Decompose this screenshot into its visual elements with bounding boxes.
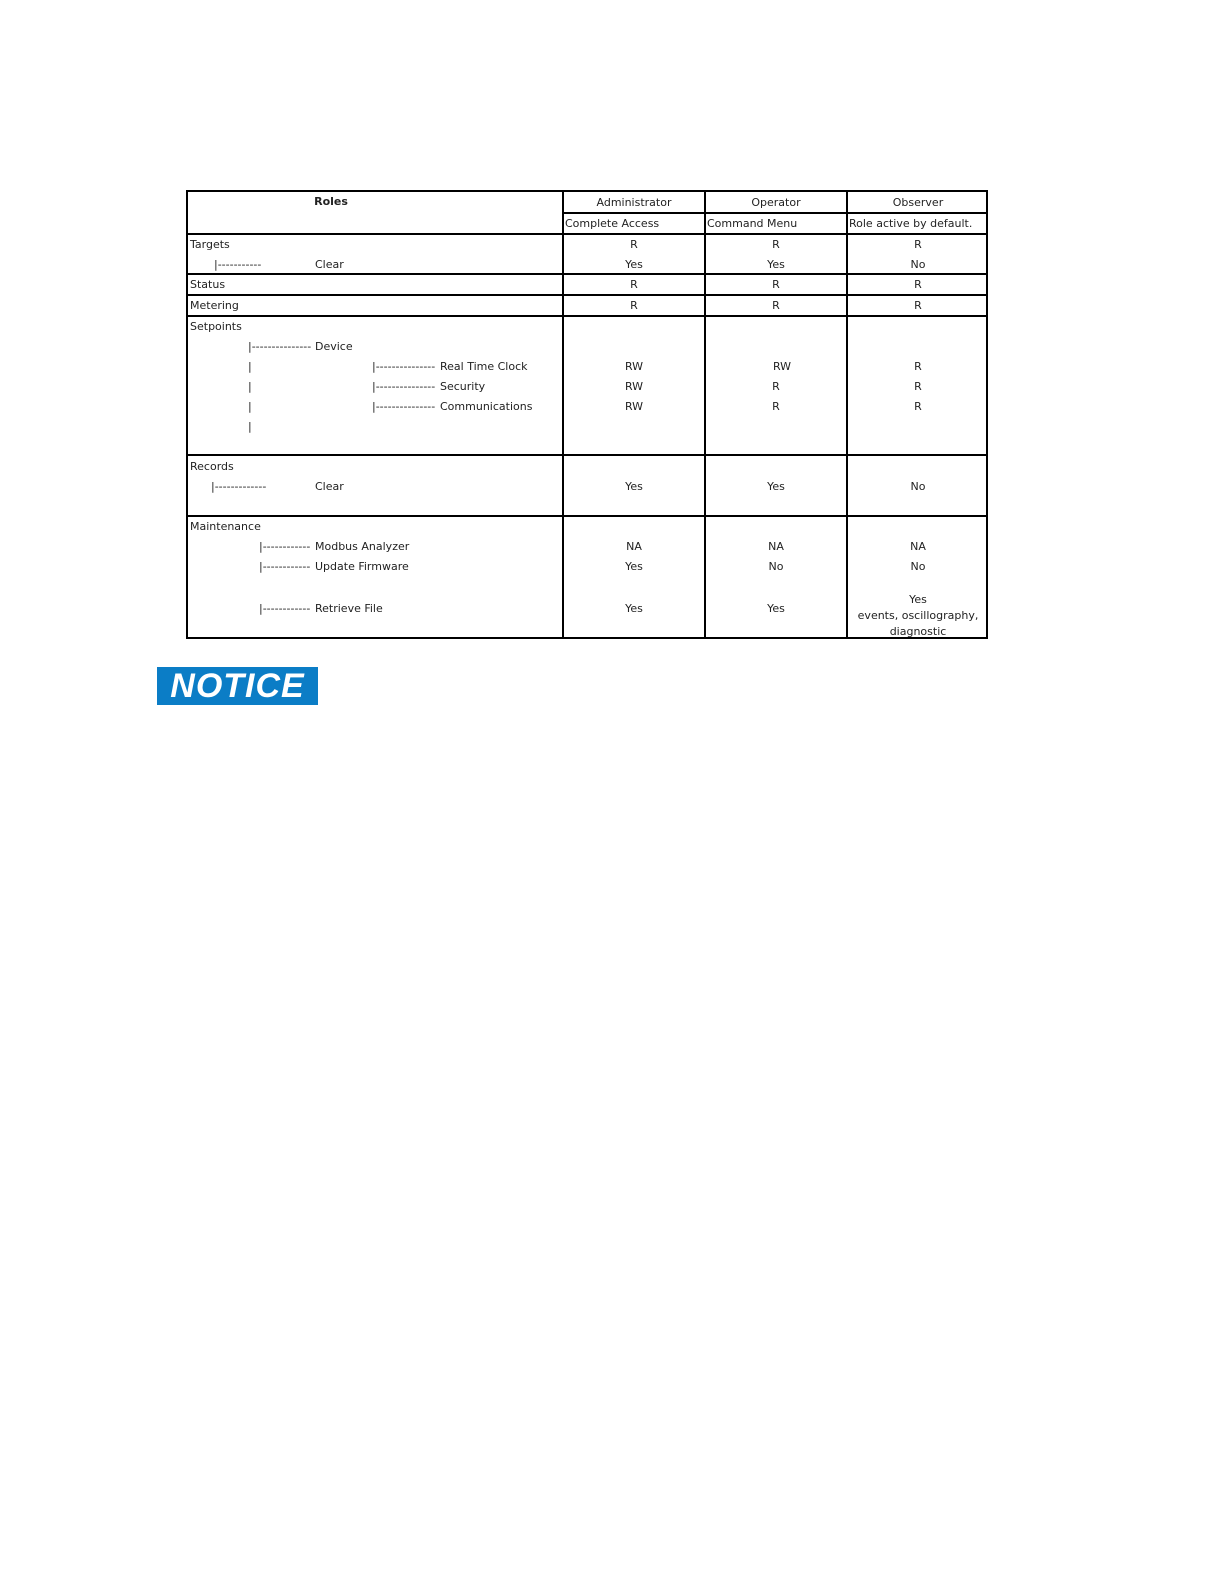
row-label-status: Status [190,278,226,291]
status-admin: R [630,278,638,291]
observer-header: Observer [892,196,944,209]
row-label-targets: Targets [190,238,230,251]
retrieve-observer-note: events, oscillography, [857,609,979,622]
tree-branch: |------------ [259,602,311,615]
retrieve-observer-note: diagnostic [889,625,947,638]
targets-clear-operator: Yes [767,258,785,271]
tree-pipe: | [248,380,252,393]
retrieve-admin: Yes [625,602,643,615]
row-divider [188,273,986,275]
row-divider [188,454,986,456]
communications-observer: R [914,400,922,413]
tree-branch: |------------ [259,540,311,553]
row-label-update-firmware: Update Firmware [315,560,409,573]
row-label-records: Records [190,460,234,473]
tree-pipe: | [248,360,252,373]
row-label-targets-clear: Clear [315,258,344,271]
operator-header: Operator [751,196,801,209]
metering-observer: R [914,299,922,312]
firmware-operator: No [768,560,784,573]
row-label-device: Device [315,340,353,353]
row-label-records-clear: Clear [315,480,344,493]
administrator-description: Complete Access [565,217,660,230]
communications-operator: R [772,400,780,413]
row-label-metering: Metering [190,299,239,312]
row-divider [188,315,986,317]
tree-branch: |--------------- [372,360,436,373]
row-label-modbus-analyzer: Modbus Analyzer [315,540,410,553]
targets-clear-admin: Yes [625,258,643,271]
tree-branch: |--------------- [248,340,312,353]
roles-header: Roles [314,195,348,208]
row-label-communications: Communications [440,400,533,413]
tree-branch: |--------------- [372,380,436,393]
row-label-maintenance: Maintenance [190,520,261,533]
tree-pipe: | [248,400,252,413]
row-divider [188,294,986,296]
tree-branch: |--------------- [372,400,436,413]
tree-pipe: | [248,420,252,433]
targets-operator: R [772,238,780,251]
security-admin: RW [624,380,644,393]
modbus-admin: NA [626,540,642,553]
tree-branch: |------------- [211,480,267,493]
targets-clear-observer: No [910,258,926,271]
records-clear-observer: No [910,480,926,493]
observer-description: Role active by default. [849,217,973,230]
row-divider [188,515,986,517]
row-label-retrieve-file: Retrieve File [315,602,383,615]
notice-label: NOTICE [170,667,305,705]
row-label-setpoints: Setpoints [190,320,242,333]
status-observer: R [914,278,922,291]
row-label-real-time-clock: Real Time Clock [440,360,528,373]
tree-branch: |----------- [214,258,262,271]
modbus-observer: NA [910,540,926,553]
records-clear-admin: Yes [625,480,643,493]
retrieve-operator: Yes [767,602,785,615]
roles-permission-table [186,190,988,639]
column-divider [704,192,706,637]
status-operator: R [772,278,780,291]
firmware-observer: No [910,560,926,573]
rtc-admin: RW [624,360,644,373]
records-clear-operator: Yes [767,480,785,493]
administrator-header: Administrator [596,196,672,209]
metering-admin: R [630,299,638,312]
security-observer: R [914,380,922,393]
communications-admin: RW [624,400,644,413]
targets-observer: R [914,238,922,251]
retrieve-observer: Yes [909,593,927,606]
security-operator: R [772,380,780,393]
rtc-operator: RW [772,360,792,373]
row-label-security: Security [440,380,486,393]
column-divider [562,192,564,637]
row-divider [188,233,986,235]
firmware-admin: Yes [625,560,643,573]
row-divider [562,212,986,214]
tree-branch: |------------ [259,560,311,573]
column-divider [846,192,848,637]
targets-admin: R [630,238,638,251]
modbus-operator: NA [768,540,784,553]
rtc-observer: R [914,360,922,373]
metering-operator: R [772,299,780,312]
notice-badge [157,667,318,705]
operator-description: Command Menu [707,217,798,230]
